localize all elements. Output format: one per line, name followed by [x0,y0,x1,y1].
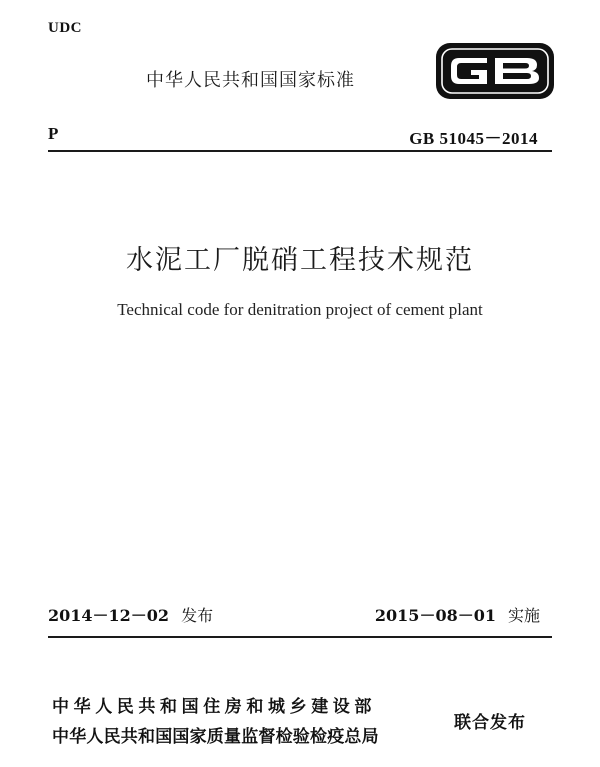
top-divider [48,150,552,152]
issue-label: 发布 [181,606,214,625]
implementation-date: 2015－08－01 [374,606,496,625]
standard-number: GB 51045－2014 [409,129,538,148]
gb-logo [435,42,555,100]
joint-issue-label: 联合发布 [454,713,526,733]
implementation-date-block [375,603,540,626]
title-english: Technical code for denitration project of cement plant [117,300,483,319]
classification-code: P [48,124,59,143]
implementation-label: 实施 [507,606,540,625]
issue-date-block [48,603,213,626]
title-chinese: 水泥工厂脱硝工程技术规范 [126,245,474,276]
issue-date: 2014－12－02 [48,606,170,625]
bottom-divider [48,636,552,638]
issuer-ministry-housing: 中华人民共和国住房和城乡建设部 [52,697,376,717]
national-standard-heading: 中华人民共和国国家标准 [146,70,355,91]
udc-code: UDC [48,20,82,36]
issuer-aqsiq: 中华人民共和国国家质量监督检验检疫总局 [52,727,379,747]
